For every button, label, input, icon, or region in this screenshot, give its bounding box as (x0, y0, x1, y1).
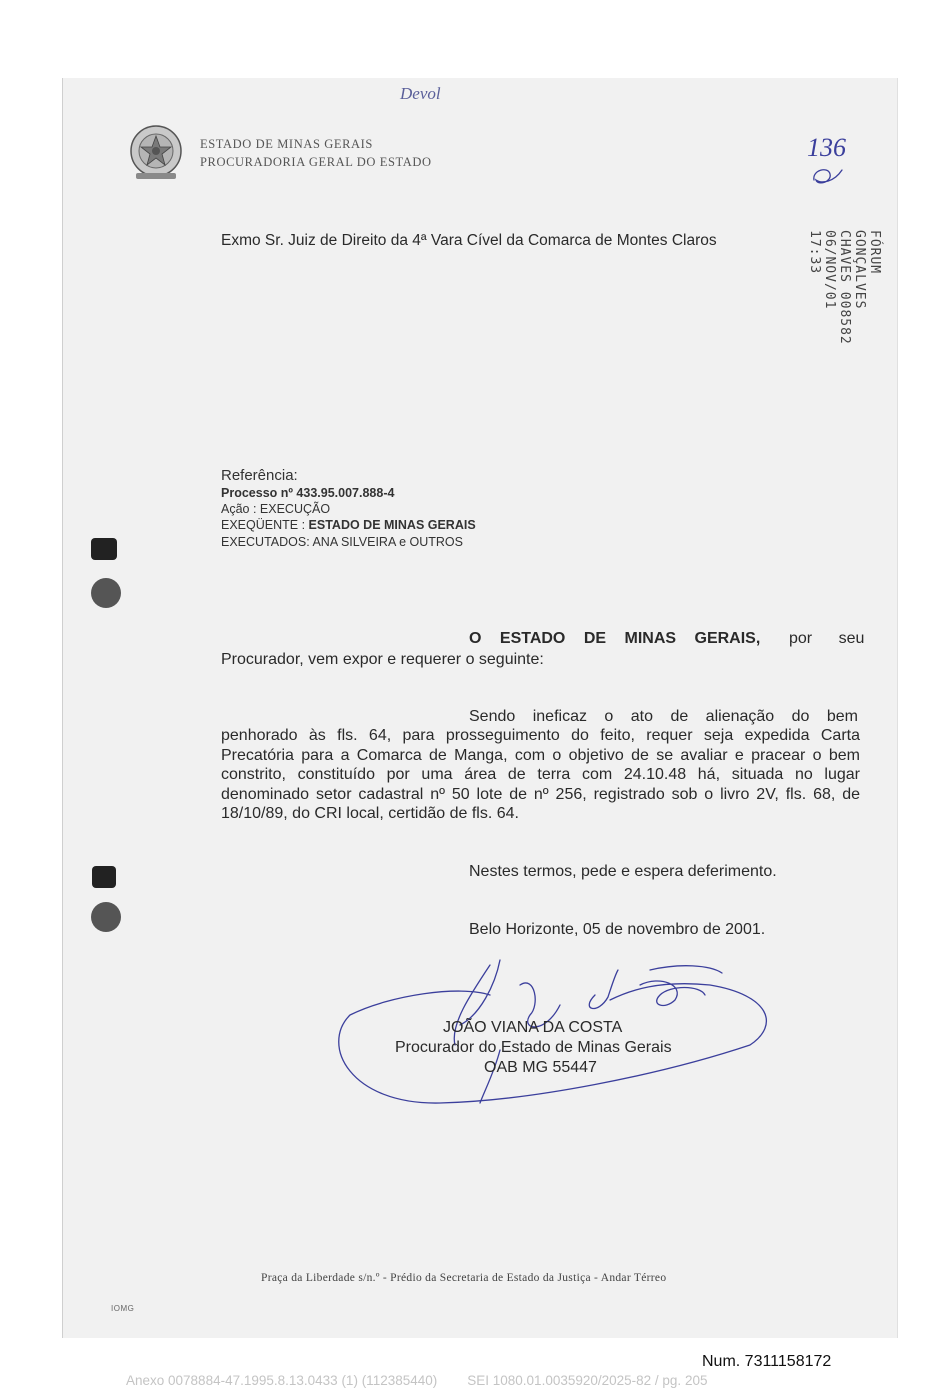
paragraph-first-line: Sendo ineficaz o ato de alienação do bem (469, 708, 858, 725)
footer-address: Praça da Liberdade s/n.º - Prédio da Secretaria de Estado da Justiça - Andar Térreo (261, 1272, 667, 1284)
reference-label: Referência: (221, 467, 298, 484)
coat-of-arms-icon (128, 123, 184, 181)
paragraph-body: penhorado às fls. 64, para prosseguimento do feito, requer seja expedida Carta Precatória para a Comarca de Manga, com o objetivo de se avaliar e pracear o bem constrito, constituído por uma área de terra com 24.10.48 há, situada no lugar denominado setor cadastral nº 50 lote de nº 256, registrado sob o livro 2V, fls. 68, de 18/10/89, do CRI local, certidão de fls. 64. (221, 727, 860, 822)
signatory-title: Procurador do Estado de Minas Gerais (395, 1039, 672, 1056)
punch-hole (91, 902, 121, 932)
punch-hole-square (92, 866, 116, 888)
header-procuradoria: PROCURADORIA GERAL DO ESTADO (200, 155, 432, 169)
handwritten-initial-icon (808, 162, 848, 190)
handwritten-page-number: 136 (807, 133, 846, 162)
punch-hole (91, 578, 121, 608)
addressee: Exmo Sr. Juiz de Direito da 4ª Vara Cível da Comarca de Montes Claros (221, 232, 717, 249)
signatory-oab: OAB MG 55447 (484, 1059, 597, 1076)
processo-number: Processo nº 433.95.007.888-4 (221, 486, 395, 500)
signatory-name: JOÃO VIANA DA COSTA (443, 1019, 623, 1036)
intro-party: O ESTADO DE MINAS GERAIS, (469, 630, 761, 647)
date-line: Belo Horizonte, 05 de novembro de 2001. (469, 921, 766, 938)
document-number: Num. 7311158172 (702, 1353, 832, 1370)
closing: Nestes termos, pede e espera deferimento. (469, 863, 777, 880)
forum-stamp: FÓRUM GONÇALVES CHAVES 008582 06/NOV/01 17:33 (807, 230, 882, 345)
header-state: ESTADO DE MINAS GERAIS (200, 137, 373, 151)
executados: EXECUTADOS: ANA SILVEIRA e OUTROS (221, 535, 463, 549)
acao: Ação : EXECUÇÃO (221, 502, 331, 516)
exequente (221, 518, 476, 532)
handwritten-note: Devol (400, 84, 441, 103)
punch-hole-square (91, 538, 117, 560)
intro-tail: por seu (789, 630, 865, 647)
intro-line2: Procurador, vem expor e requerer o seguinte: (221, 651, 544, 668)
exequente-label: EXEQÜENTE : (221, 518, 309, 532)
annex-footer: Anexo 0078884-47.1995.8.13.0433 (1) (112385440) SEI 1080.01.0035920/2025-82 / pg. 205 (126, 1373, 708, 1388)
exequente-value: ESTADO DE MINAS GERAIS (308, 518, 476, 532)
printer-mark: IOMG (111, 1304, 135, 1313)
